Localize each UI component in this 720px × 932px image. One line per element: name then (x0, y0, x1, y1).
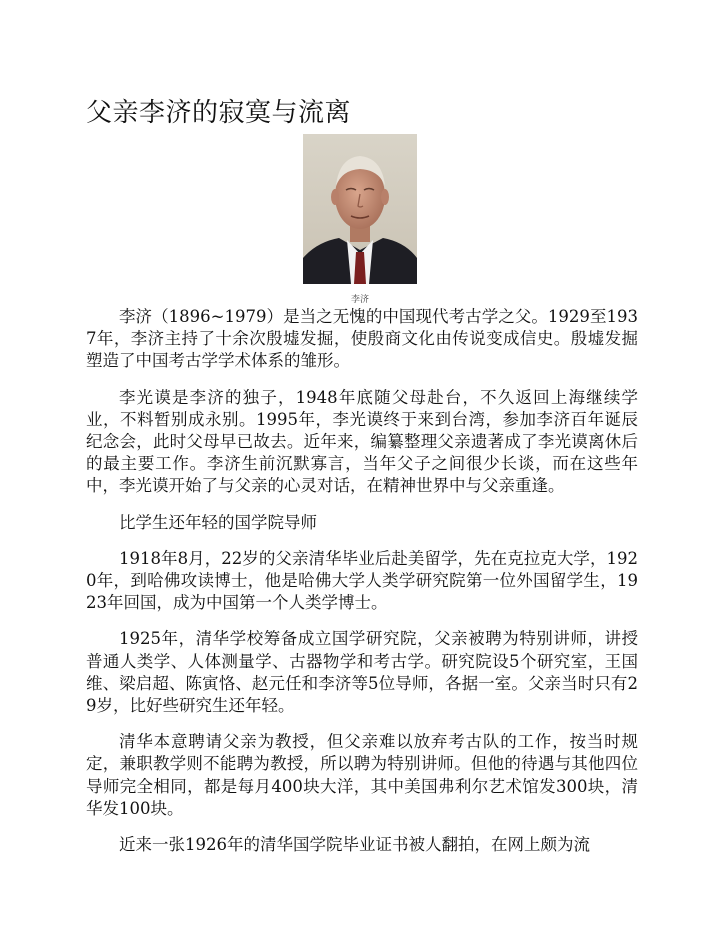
paragraph-1: 李济（1896~1979）是当之无愧的中国现代考古学之父。1929至1937年，李济主持了十余次殷墟发掘，使殷商文化由传说变成信史。殷墟发掘塑造了中国考古学学术体系的雏形。 (86, 307, 638, 371)
paragraph-6: 近来一张1926年的清华国学院毕业证书被人翻拍，在网上颇为流 (119, 835, 590, 855)
page-title: 父亲李济的寂寞与流离 (86, 98, 352, 128)
portrait-photo (303, 134, 417, 284)
paragraph-3: 1918年8月，22岁的父亲清华毕业后赴美留学，先在克拉克大学，1920年，到哈佛攻读博士，他是哈佛大学人类学研究院第一位外国留学生，1923年回国，成为中国第一个人类学博士。 (86, 548, 638, 613)
paragraph-4: 1925年，清华学校筹备成立国学研究院，父亲被聘为特别讲师，讲授普通人类学、人体测量学、古器物学和考古学。研究院设5个研究室，王国维、梁启超、陈寅恪、赵元任和李济等5位导师，各据一室。父亲当时只有29岁，比好些研究生还年轻。 (86, 629, 638, 716)
paragraph-2: 李光谟是李济的独子，1948年底随父母赴台，不久返回上海继续学业，不料暂别成永别。1995年，李光谟终于来到台湾，参加李济百年诞辰纪念会，此时父母早已故去。近年来，编纂整理父亲遗著成了李光谟离休后的最主要工作。李济生前沉默寡言，当年父子之间很少长谈，而在这些年中，李光谟开始了与父亲的心灵对话，在精神世界中与父亲重逢。 (86, 387, 638, 496)
section-subheading: 比学生还年轻的国学院导师 (119, 512, 317, 532)
figure-caption: 李济 (350, 295, 369, 305)
portrait-image (303, 134, 417, 284)
paragraph-5: 清华本意聘请父亲为教授，但父亲难以放弃考古队的工作，按当时规定，兼职教学则不能聘为教授，所以聘为特别讲师。但他的待遇与其他四位导师完全相同，都是每月400块大洋，其中美国弗利尔艺术馆发300块，清华发100块。 (86, 732, 638, 818)
article-body (86, 306, 638, 870)
